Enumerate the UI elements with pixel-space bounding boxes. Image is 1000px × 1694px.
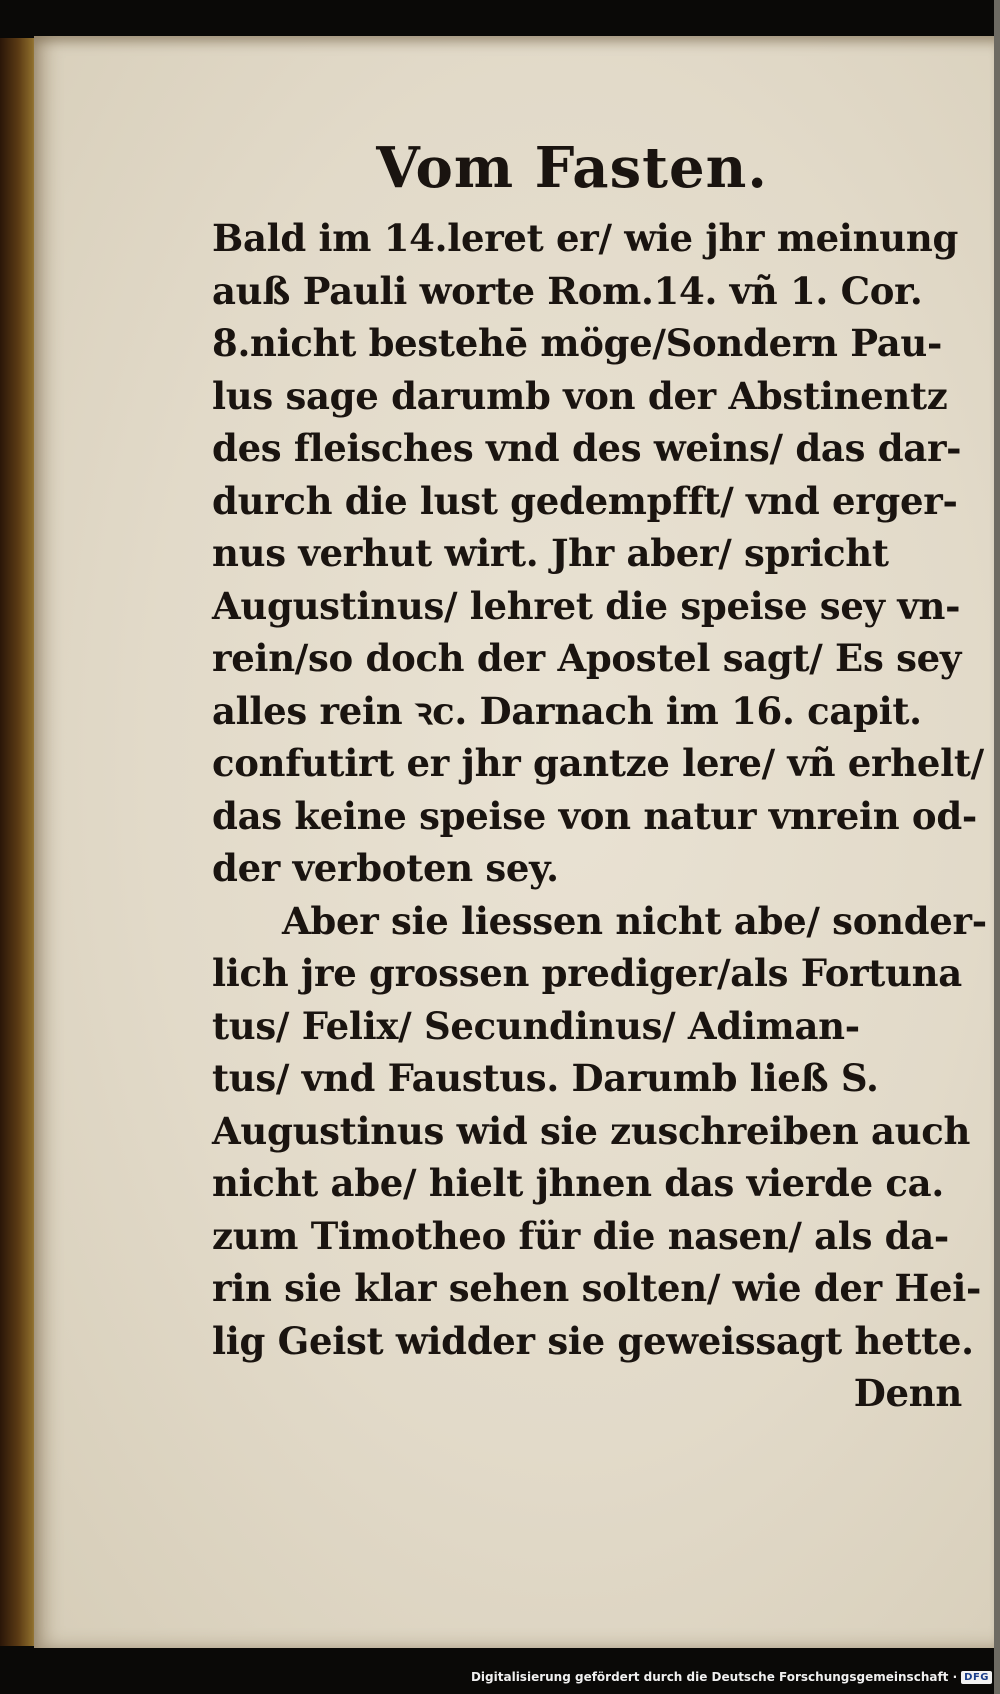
running-headline: Vom Fasten. bbox=[376, 135, 768, 201]
text-line: Aber sie liessen nicht abe/ sonder- bbox=[282, 898, 987, 943]
text-line: des fleisches vnd des weins/ das dar- bbox=[212, 426, 962, 470]
text-line: alles rein ꝛc. Darnach im 16. capit. bbox=[212, 688, 922, 733]
text-line: nus verhut wirt. Jhr aber/ spricht bbox=[212, 531, 889, 575]
scan-border bbox=[994, 0, 1000, 1694]
text-line: rein/so doch der Apostel sagt/ Es sey bbox=[212, 636, 962, 680]
text-line: lus sage darumb von der Abstinentz bbox=[212, 373, 948, 418]
text-line: lich jre grossen prediger/als Fortuna bbox=[212, 951, 962, 995]
catchword: Denn bbox=[853, 1371, 962, 1415]
text-line: tus/ Felix/ Secundinus/ Adiman- bbox=[212, 1003, 860, 1048]
dfg-logo: DFG bbox=[961, 1671, 992, 1684]
text-line: durch die lust gedempfft/ vnd erger- bbox=[212, 478, 958, 523]
text-line: zum Timotheo für die nasen/ als da- bbox=[212, 1213, 949, 1258]
text-line: Bald im 14.leret er/ wie jhr meinung bbox=[212, 216, 959, 260]
text-line: confutirt er jhr gantze lere/ vñ erhelt/ bbox=[212, 741, 984, 785]
text-line: auß Pauli worte Rom.14. vñ 1. Cor. bbox=[212, 268, 923, 313]
text-line: tus/ vnd Faustus. Darumb ließ S. bbox=[212, 1056, 879, 1100]
digitization-footer bbox=[471, 1666, 992, 1688]
text-line: 8.nicht bestehē möge/Sondern Pau- bbox=[212, 321, 943, 365]
text-line: Augustinus wid sie zuschreiben auch bbox=[212, 1108, 971, 1153]
page-text bbox=[212, 132, 987, 1420]
text-line: nicht abe/ hielt jhnen das vierde ca. bbox=[212, 1161, 944, 1205]
text-line: das keine speise von natur vnrein od- bbox=[212, 793, 977, 838]
text-line: der verboten sey. bbox=[212, 846, 559, 890]
funding-credit: Digitalisierung gefördert durch die Deutsche Forschungsgemeinschaft · bbox=[470, 1670, 958, 1684]
text-line: Augustinus/ lehret die speise sey vn- bbox=[212, 583, 961, 628]
text-line: lig Geist widder sie geweissagt hette. bbox=[212, 1318, 974, 1363]
text-line: rin sie klar sehen solten/ wie der Hei- bbox=[212, 1266, 982, 1310]
